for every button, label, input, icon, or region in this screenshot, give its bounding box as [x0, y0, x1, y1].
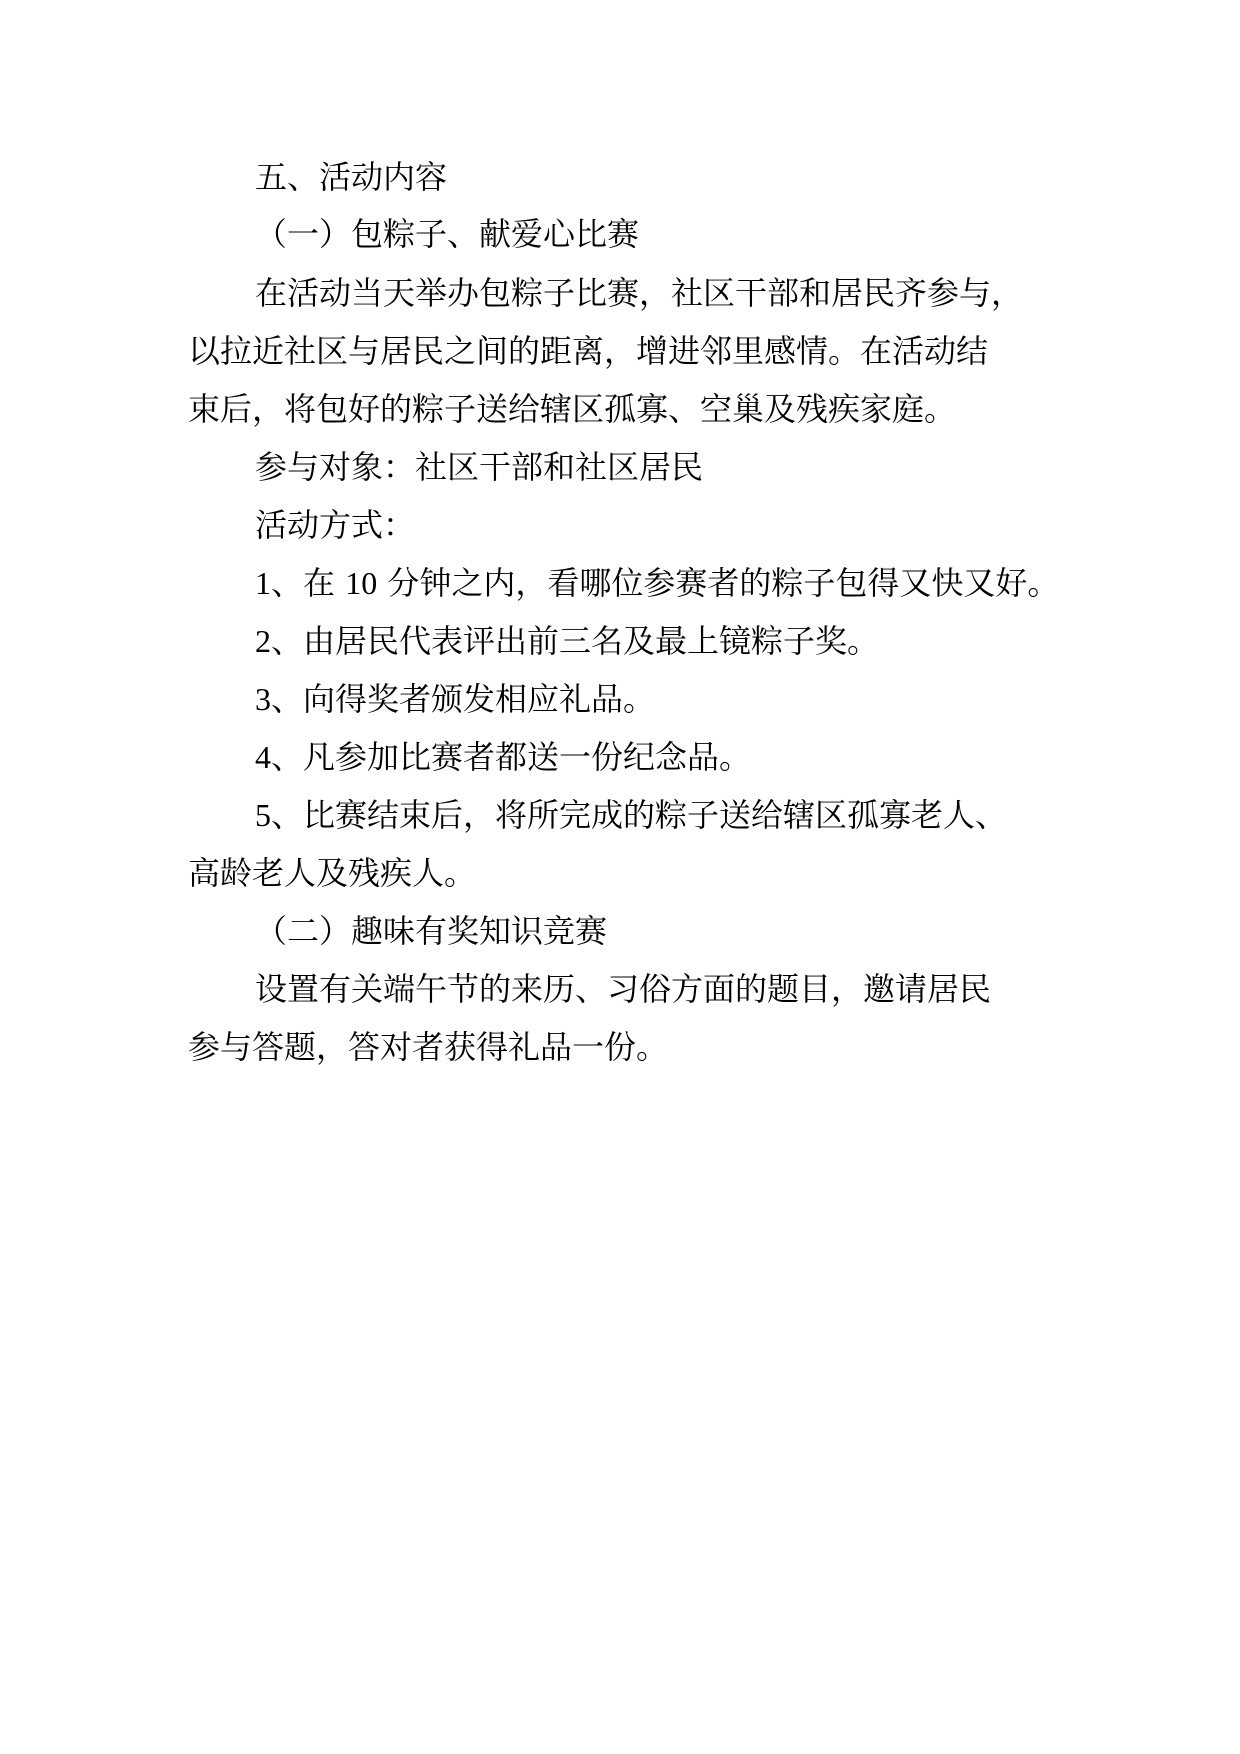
subsection-heading-2: （二）趣味有奖知识竞赛: [255, 912, 608, 950]
list-item-5: [255, 795, 1007, 835]
subsection-heading-1: （一）包粽子、献爱心比赛: [255, 215, 640, 253]
participants-line: 参与对象：社区干部和社区居民: [255, 448, 704, 486]
paragraph-1-line-1: 在活动当天举办包粽子比赛，社区干部和居民齐参与，: [255, 274, 1024, 312]
list-item-4-number: 4、: [255, 739, 304, 775]
list-item-5-continuation: 高龄老人及残疾人。: [188, 854, 477, 892]
list-item-3-text: 向得奖者颁发相应礼品。: [303, 680, 656, 718]
list-item-4-text: 凡参加比赛者都送一份纪念品。: [303, 738, 752, 776]
list-item-2-number: 2、: [255, 623, 304, 659]
list-item-5-number: 5、: [255, 797, 304, 833]
list-item-2-text: 由居民代表评出前三名及最上镜粽子奖。: [303, 622, 880, 660]
list-item-1: [255, 563, 1059, 603]
list-item-5-text: 比赛结束后，将所完成的粽子送给辖区孤寡老人、: [303, 796, 1008, 834]
paragraph-2-line-2: 参与答题，答对者获得礼品一份。: [188, 1028, 669, 1066]
method-label: 活动方式：: [255, 506, 416, 544]
paragraph-1-line-3: 束后，将包好的粽子送给辖区孤寡、空巢及残疾家庭。: [188, 390, 957, 428]
list-item-1-number: 1、: [255, 565, 304, 601]
list-item-3: [255, 679, 655, 719]
paragraph-2-line-1: 设置有关端午节的来历、习俗方面的题目，邀请居民: [255, 970, 992, 1008]
list-item-1-text-start: 在: [303, 564, 346, 602]
list-item-1-value: 10: [345, 565, 378, 601]
list-item-4: [255, 737, 751, 777]
section-heading: 五、活动内容: [255, 158, 448, 196]
list-item-2: [255, 621, 879, 661]
list-item-1-text-end: 分钟之内，看哪位参赛者的粽子包得又快又好。: [377, 564, 1060, 602]
paragraph-1-line-2: 以拉近社区与居民之间的距离，增进邻里感情。在活动结: [188, 332, 989, 370]
list-item-3-number: 3、: [255, 681, 304, 717]
